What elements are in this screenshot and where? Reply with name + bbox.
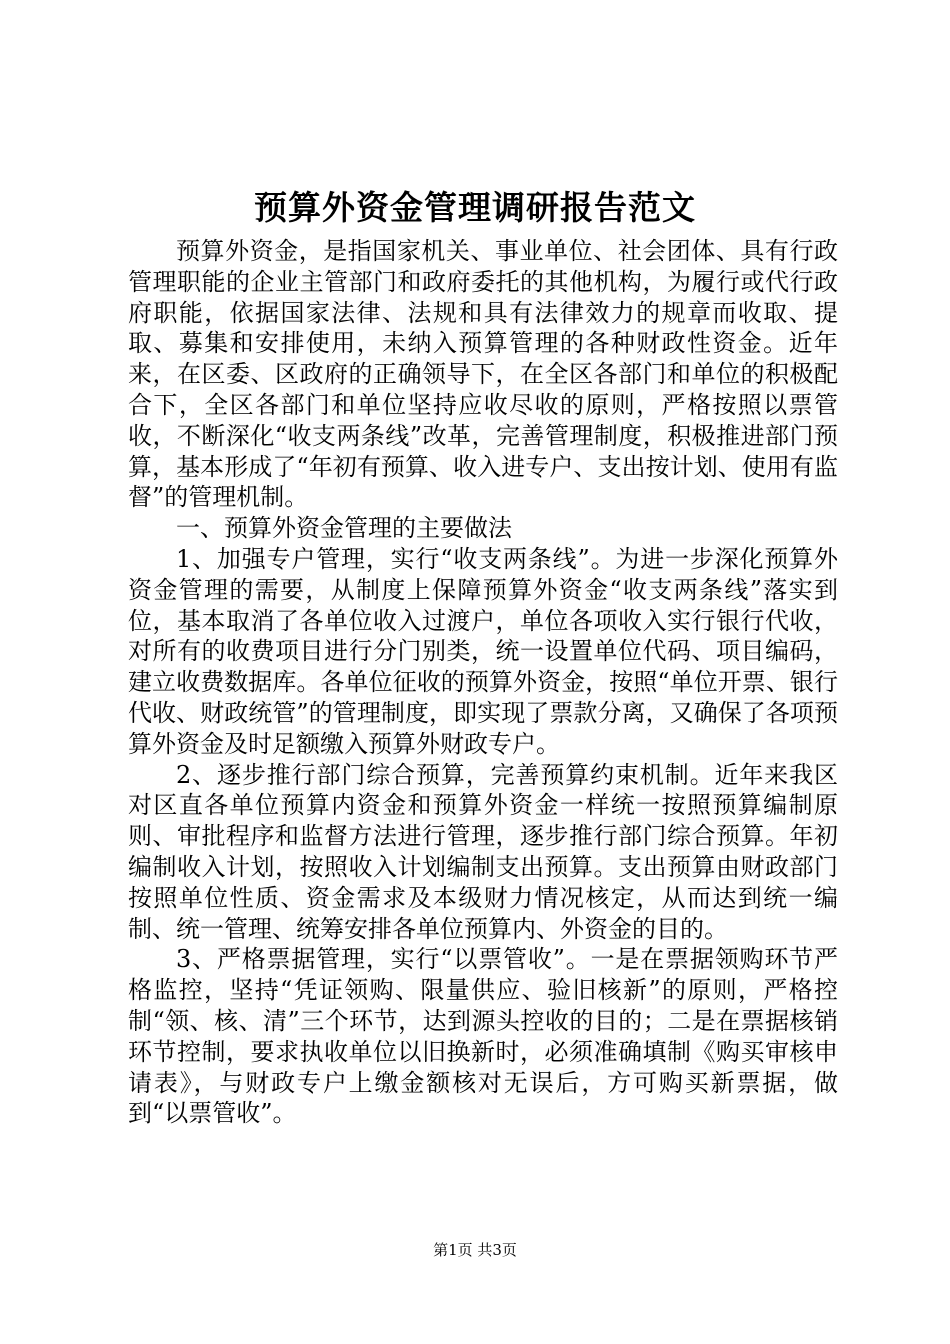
paragraph-3: 3、严格票据管理，实行“以票管收”。一是在票据领购环节严格监控，坚持“凭证领购、限量供应、验旧核新”的原则，严格控制“领、核、清”三个环节，达到源头控收的目的；二是在票据核销环节控制，要求执收单位以旧换新时，必须准确填制《购买审核申请表》，与财政专户上缴金额核对无误后，方可购买新票据，做到“以票管收”。 [128,945,838,1128]
paragraph-2: 2、逐步推行部门综合预算，完善预算约束机制。近年来我区对区直各单位预算内资金和预算外资金一样统一按照预算编制原则、审批程序和监督方法进行管理，逐步推行部门综合预算。年初编制收入计划，按照收入计划编制支出预算。支出预算由财政部门按照单位性质、资金需求及本级财力情况核定，从而达到统一编制、统一管理、统筹安排各单位预算内、外资金的目的。 [128,760,838,943]
document-body [128,236,838,1129]
intro-paragraph: 预算外资金，是指国家机关、事业单位、社会团体、具有行政管理职能的企业主管部门和政府委托的其他机构，为履行或代行政府职能，依据国家法律、法规和具有法律效力的规章而收取、提取、募集和安排使用，未纳入预算管理的各种财政性资金。近年来，在区委、区政府的正确领导下，在全区各部门和单位的积极配合下，全区各部门和单位坚持应收尽收的原则，严格按照以票管收，不断深化“收支两条线”改革，完善管理制度，积极推进部门预算，基本形成了“年初有预算、收入进专户、支出按计划、使用有监督”的管理机制。 [128,237,838,512]
section-heading: 一、预算外资金管理的主要做法 [176,514,512,543]
page-footer: 第1页 共3页 [433,1241,517,1259]
paragraph-1: 1、加强专户管理，实行“收支两条线”。为进一步深化预算外资金管理的需要，从制度上保障预算外资金“收支两条线”落实到位，基本取消了各单位收入过渡户，单位各项收入实行银行代收，对所有的收费项目进行分门别类，统一设置单位代码、项目编码，建立收费数据库。各单位征收的预算外资金，按照“单位开票、银行代收、财政统管”的管理制度，即实现了票款分离，又确保了各项预算外资金及时足额缴入预算外财政专户。 [128,544,838,758]
document-title: 预算外资金管理调研报告范文 [254,188,696,227]
